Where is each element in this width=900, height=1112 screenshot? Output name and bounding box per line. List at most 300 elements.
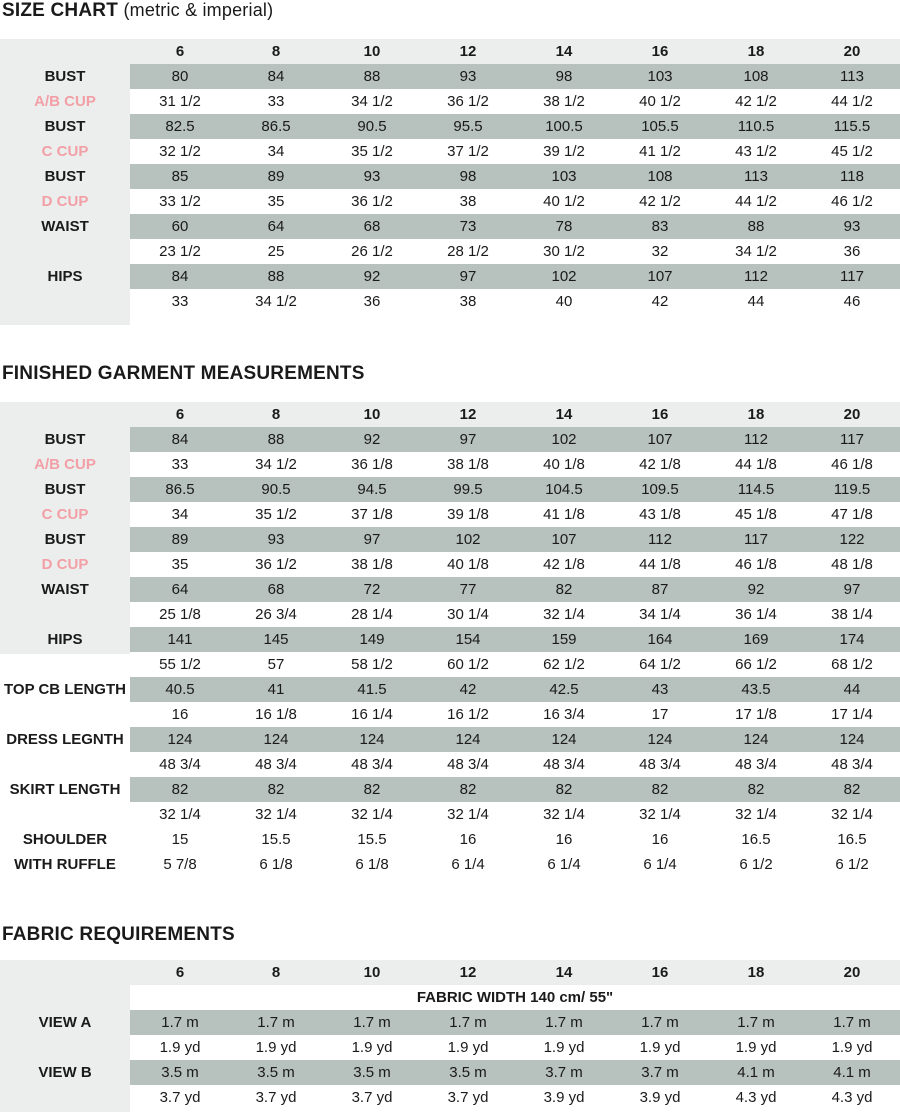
table-cell: 4.1 m xyxy=(833,1064,871,1081)
table-cell: 1.7 m xyxy=(833,1014,871,1031)
table-cell: 6 1/4 xyxy=(547,856,581,873)
row-cells xyxy=(130,602,900,627)
table-cell: 1.9 yd xyxy=(351,1039,393,1056)
table-cell: 108 xyxy=(743,68,769,85)
row-label: BUST xyxy=(44,118,86,135)
table-cell: 99.5 xyxy=(453,481,483,498)
table-cell: 32 1/4 xyxy=(639,806,681,823)
row-label: A/B CUP xyxy=(34,456,96,473)
table-cell: 84 xyxy=(171,431,189,448)
table-cell: 119.5 xyxy=(833,481,871,498)
table-cell: 16 3/4 xyxy=(543,706,585,723)
finished-garment-table xyxy=(0,402,900,878)
table-cell: 89 xyxy=(267,168,285,185)
table-cell: 37 1/2 xyxy=(447,143,489,160)
table-cell: 32 1/4 xyxy=(831,806,873,823)
table-cell: 122 xyxy=(839,531,865,548)
table-cell: 6 1/8 xyxy=(259,856,293,873)
row-label xyxy=(0,602,130,627)
size-header-20: 20 xyxy=(843,43,861,60)
table-row xyxy=(0,477,900,502)
table-cell: 43 1/8 xyxy=(639,506,681,523)
table-cell: 32 1/4 xyxy=(543,806,585,823)
table-cell: 60 1/2 xyxy=(447,656,489,673)
table-cell: 112 xyxy=(744,431,768,448)
table-cell: 87 xyxy=(651,581,669,598)
table-cell: 90.5 xyxy=(261,481,291,498)
size-header-16: 16 xyxy=(651,964,669,981)
table-cell: 110.5 xyxy=(737,118,775,135)
row-cells xyxy=(130,777,900,802)
row-label xyxy=(0,1035,130,1060)
row-label: BUST xyxy=(44,168,86,185)
row-cells xyxy=(130,214,900,239)
table-cell: 32 1/4 xyxy=(255,806,297,823)
table-cell: 38 xyxy=(459,293,477,310)
size-chart-title: SIZE CHART xyxy=(2,0,118,21)
table-cell: 112 xyxy=(744,268,768,285)
table-cell: 48 3/4 xyxy=(159,756,201,773)
table-cell: 41.5 xyxy=(357,681,387,698)
table-cell: 124 xyxy=(455,731,481,748)
table-cell: 34 1/4 xyxy=(639,606,681,623)
table-cell: 32 1/4 xyxy=(159,806,201,823)
table-cell: 36 1/2 xyxy=(351,193,393,210)
table-cell: 32 xyxy=(651,243,669,260)
table-cell: 92 xyxy=(363,431,381,448)
row-label: BUST xyxy=(44,481,86,498)
row-label xyxy=(0,289,130,314)
table-cell: 17 1/4 xyxy=(831,706,873,723)
size-header-12: 12 xyxy=(459,964,477,981)
table-cell: 41 xyxy=(267,681,285,698)
table-cell: 47 1/8 xyxy=(831,506,873,523)
table-cell: 124 xyxy=(839,731,865,748)
table-cell: 100.5 xyxy=(545,118,583,135)
table-row xyxy=(0,214,900,239)
table-cell: 102 xyxy=(551,268,577,285)
table-cell: 82.5 xyxy=(165,118,195,135)
table-cell: 31 1/2 xyxy=(159,93,201,110)
table-cell: 48 1/8 xyxy=(831,556,873,573)
row-cells xyxy=(130,64,900,89)
table-row xyxy=(0,702,900,727)
size-chart-heading xyxy=(2,0,273,22)
table-cell: 33 xyxy=(171,456,189,473)
row-label: BUST xyxy=(44,531,86,548)
row-label: D CUP xyxy=(41,556,89,573)
table-cell: 16 xyxy=(555,831,573,848)
size-header-6: 6 xyxy=(175,964,185,981)
table-cell: 6 1/4 xyxy=(643,856,677,873)
table-cell: 98 xyxy=(459,168,477,185)
table-cell: 3.7 m xyxy=(545,1064,583,1081)
fabric-width-label: FABRIC WIDTH 140 cm/ 55" xyxy=(416,989,614,1006)
table-row xyxy=(0,64,900,89)
table-row xyxy=(0,727,900,752)
row-label xyxy=(0,702,130,727)
table-cell: 1.9 yd xyxy=(543,1039,585,1056)
table-row xyxy=(0,289,900,314)
row-cells xyxy=(130,652,900,677)
table-cell: 25 1/8 xyxy=(159,606,201,623)
size-header-16: 16 xyxy=(651,406,669,423)
table-cell: 46 1/8 xyxy=(735,556,777,573)
table-cell: 115.5 xyxy=(833,118,871,135)
table-cell: 40 1/2 xyxy=(639,93,681,110)
row-cells xyxy=(130,752,900,777)
row-cells xyxy=(130,852,900,877)
table-cell: 4.3 yd xyxy=(831,1089,873,1106)
table-cell: 6 1/8 xyxy=(355,856,389,873)
table-cell: 38 xyxy=(459,193,477,210)
table-cell: 48 3/4 xyxy=(735,756,777,773)
table-cell: 159 xyxy=(551,631,577,648)
table-cell: 43 xyxy=(651,681,669,698)
table-cell: 44 1/2 xyxy=(831,93,873,110)
table-cell: 3.5 m xyxy=(161,1064,199,1081)
table-cell: 97 xyxy=(843,581,861,598)
row-label: VIEW B xyxy=(38,1064,92,1081)
table-cell: 82 xyxy=(651,781,669,798)
table-cell: 44 xyxy=(843,681,861,698)
table-cell: 34 xyxy=(171,506,189,523)
table-cell: 169 xyxy=(743,631,769,648)
table-cell: 33 1/2 xyxy=(159,193,201,210)
size-header-14: 14 xyxy=(555,406,573,423)
table-cell: 35 1/2 xyxy=(351,143,393,160)
table-cell: 16.5 xyxy=(741,831,771,848)
row-label: C CUP xyxy=(41,506,89,523)
table-cell: 34 1/2 xyxy=(735,243,777,260)
table-cell: 82 xyxy=(363,781,381,798)
row-cells xyxy=(130,427,900,452)
table-row xyxy=(0,577,900,602)
row-cells xyxy=(130,477,900,502)
table-cell: 93 xyxy=(843,218,861,235)
table-cell: 33 xyxy=(267,93,285,110)
table-cell: 28 1/4 xyxy=(351,606,393,623)
size-chart-table xyxy=(0,39,900,325)
table-cell: 40 1/8 xyxy=(447,556,489,573)
row-cells xyxy=(130,1060,900,1085)
size-header-10: 10 xyxy=(363,964,381,981)
table-cell: 17 xyxy=(651,706,669,723)
row-label: WAIST xyxy=(41,581,89,598)
table-cell: 57 xyxy=(267,656,285,673)
table-cell: 64 xyxy=(267,218,285,235)
table-cell: 1.9 yd xyxy=(159,1039,201,1056)
table-cell: 3.7 yd xyxy=(159,1089,201,1106)
table-cell: 36 xyxy=(363,293,381,310)
table-cell: 90.5 xyxy=(357,118,387,135)
table-cell: 117 xyxy=(840,431,864,448)
table-cell: 1.7 m xyxy=(641,1014,679,1031)
fabric-requirements-table xyxy=(0,960,900,1112)
table-cell: 25 xyxy=(267,243,285,260)
table-cell: 5 7/8 xyxy=(163,856,197,873)
table-cell: 23 1/2 xyxy=(159,243,201,260)
row-label: WAIST xyxy=(41,218,89,235)
table-cell: 109.5 xyxy=(641,481,679,498)
table-row xyxy=(0,527,900,552)
table-cell: 1.9 yd xyxy=(639,1039,681,1056)
table-cell: 28 1/2 xyxy=(447,243,489,260)
row-label: D CUP xyxy=(41,193,89,210)
table-cell: 15 xyxy=(171,831,189,848)
table-cell: 174 xyxy=(839,631,865,648)
table-cell: 40 1/2 xyxy=(543,193,585,210)
table-cell: 48 3/4 xyxy=(447,756,489,773)
table-cell: 46 1/2 xyxy=(831,193,873,210)
table-cell: 4.1 m xyxy=(737,1064,775,1081)
row-cells xyxy=(130,677,900,702)
row-label: C CUP xyxy=(41,143,89,160)
table-cell: 103 xyxy=(551,168,577,185)
table-cell: 39 1/8 xyxy=(447,506,489,523)
table-cell: 83 xyxy=(651,218,669,235)
table-cell: 145 xyxy=(263,631,289,648)
table-row xyxy=(0,452,900,477)
table-cell: 164 xyxy=(647,631,673,648)
size-header-18: 18 xyxy=(747,406,765,423)
table-cell: 86.5 xyxy=(261,118,291,135)
table-cell: 44 1/2 xyxy=(735,193,777,210)
table-cell: 68 xyxy=(363,218,381,235)
table-cell: 16.5 xyxy=(837,831,867,848)
table-cell: 16 xyxy=(651,831,669,848)
table-cell: 36 1/4 xyxy=(735,606,777,623)
table-cell: 3.7 yd xyxy=(447,1089,489,1106)
size-header-8: 8 xyxy=(271,406,281,423)
table-cell: 62 1/2 xyxy=(543,656,585,673)
table-cell: 86.5 xyxy=(165,481,195,498)
table-row xyxy=(0,627,900,652)
table-cell: 84 xyxy=(171,268,189,285)
table-cell: 82 xyxy=(747,781,765,798)
table-cell: 46 1/8 xyxy=(831,456,873,473)
table-row xyxy=(0,1035,900,1060)
table-cell: 3.5 m xyxy=(449,1064,487,1081)
table-cell: 38 1/4 xyxy=(831,606,873,623)
table-cell: 42 1/8 xyxy=(543,556,585,573)
table-cell: 1.7 m xyxy=(737,1014,775,1031)
table-cell: 124 xyxy=(167,731,193,748)
table-row xyxy=(0,652,900,677)
table-cell: 41 1/8 xyxy=(543,506,585,523)
row-cells xyxy=(130,577,900,602)
table-cell: 34 1/2 xyxy=(255,456,297,473)
table-cell: 6 1/4 xyxy=(451,856,485,873)
row-cells xyxy=(130,164,900,189)
table-cell: 48 3/4 xyxy=(255,756,297,773)
table-cell: 1.9 yd xyxy=(447,1039,489,1056)
table-cell: 124 xyxy=(359,731,385,748)
table-row xyxy=(0,502,900,527)
table-cell: 34 xyxy=(267,143,285,160)
table-cell: 1.7 m xyxy=(161,1014,199,1031)
table-cell: 38 1/2 xyxy=(543,93,585,110)
table-cell: 38 1/8 xyxy=(447,456,489,473)
table-cell: 108 xyxy=(647,168,673,185)
table-cell: 78 xyxy=(555,218,573,235)
table-cell: 40 1/8 xyxy=(543,456,585,473)
table-cell: 17 1/8 xyxy=(735,706,777,723)
table-cell: 104.5 xyxy=(545,481,583,498)
finished-garment-title: FINISHED GARMENT MEASUREMENTS xyxy=(2,363,365,384)
table-cell: 124 xyxy=(647,731,673,748)
row-cells xyxy=(130,114,900,139)
table-cell: 41 1/2 xyxy=(639,143,681,160)
table-row xyxy=(0,1010,900,1035)
table-cell: 32 1/4 xyxy=(447,806,489,823)
table-cell: 97 xyxy=(459,431,477,448)
row-cells xyxy=(130,627,900,652)
table-row xyxy=(0,189,900,214)
table-cell: 93 xyxy=(459,68,477,85)
size-header-10: 10 xyxy=(363,43,381,60)
table-cell: 3.7 yd xyxy=(255,1089,297,1106)
table-cell: 102 xyxy=(551,431,577,448)
table-cell: 154 xyxy=(455,631,481,648)
table-cell: 1.7 m xyxy=(353,1014,391,1031)
table-cell: 1.7 m xyxy=(257,1014,295,1031)
table-cell: 26 1/2 xyxy=(351,243,393,260)
row-cells xyxy=(130,452,900,477)
row-cells xyxy=(130,239,900,264)
size-header-12: 12 xyxy=(459,43,477,60)
table-cell: 97 xyxy=(363,531,381,548)
table-cell: 36 1/8 xyxy=(351,456,393,473)
table-cell: 4.3 yd xyxy=(735,1089,777,1106)
size-chart-subtitle: (metric & imperial) xyxy=(123,0,274,20)
table-cell: 77 xyxy=(459,581,477,598)
table-cell: 117 xyxy=(840,268,864,285)
table-row xyxy=(0,677,900,702)
table-cell: 88 xyxy=(267,431,285,448)
table-row xyxy=(0,802,900,827)
table-cell: 33 xyxy=(171,293,189,310)
table-cell: 43.5 xyxy=(741,681,771,698)
table-cell: 107 xyxy=(647,431,673,448)
table-cell: 40.5 xyxy=(165,681,195,698)
table-cell: 68 xyxy=(267,581,285,598)
table-cell: 68 1/2 xyxy=(831,656,873,673)
table-cell: 16 1/4 xyxy=(351,706,393,723)
table-cell: 6 1/2 xyxy=(739,856,773,873)
row-label xyxy=(0,752,130,777)
table-cell: 73 xyxy=(459,218,477,235)
table-cell: 42 1/2 xyxy=(639,193,681,210)
table-cell: 3.5 m xyxy=(257,1064,295,1081)
row-cells xyxy=(130,1035,900,1060)
table-row xyxy=(0,1085,900,1110)
table-cell: 92 xyxy=(747,581,765,598)
table-cell: 48 3/4 xyxy=(543,756,585,773)
table-cell: 55 1/2 xyxy=(159,656,201,673)
table-cell: 64 1/2 xyxy=(639,656,681,673)
table-cell: 40 xyxy=(555,293,573,310)
table-cell: 32 1/4 xyxy=(735,806,777,823)
row-cells xyxy=(130,289,900,314)
table-row xyxy=(0,114,900,139)
table-cell: 42 xyxy=(459,681,477,698)
table-cell: 45 1/8 xyxy=(735,506,777,523)
table-row xyxy=(0,852,900,877)
table-cell: 42 1/2 xyxy=(735,93,777,110)
table-cell: 82 xyxy=(555,781,573,798)
row-cells xyxy=(130,1010,900,1035)
table-cell: 3.5 m xyxy=(353,1064,391,1081)
table-row xyxy=(0,752,900,777)
table-cell: 3.7 yd xyxy=(351,1089,393,1106)
table-cell: 3.9 yd xyxy=(543,1089,585,1106)
table-cell: 117 xyxy=(744,531,768,548)
table-cell: 112 xyxy=(648,531,672,548)
table-cell: 36 xyxy=(843,243,861,260)
table-cell: 93 xyxy=(267,531,285,548)
table-cell: 124 xyxy=(551,731,577,748)
size-header-10: 10 xyxy=(363,406,381,423)
table-cell: 36 1/2 xyxy=(447,93,489,110)
table-cell: 3.9 yd xyxy=(639,1089,681,1106)
table-cell: 113 xyxy=(744,168,768,185)
size-header-6: 6 xyxy=(175,406,185,423)
table-cell: 118 xyxy=(840,168,864,185)
table-cell: 103 xyxy=(647,68,673,85)
table-cell: 1.7 m xyxy=(449,1014,487,1031)
row-label: HIPS xyxy=(47,631,83,648)
row-cells xyxy=(130,1085,900,1110)
table-cell: 34 1/2 xyxy=(351,93,393,110)
row-label: SKIRT LENGTH xyxy=(9,781,121,798)
table-row xyxy=(0,264,900,289)
table-cell: 32 1/4 xyxy=(351,806,393,823)
table-row xyxy=(0,164,900,189)
table-cell: 1.9 yd xyxy=(255,1039,297,1056)
table-cell: 48 3/4 xyxy=(639,756,681,773)
table-row xyxy=(0,602,900,627)
size-header-16: 16 xyxy=(651,43,669,60)
row-cells xyxy=(130,702,900,727)
size-header-18: 18 xyxy=(747,43,765,60)
row-cells xyxy=(130,264,900,289)
size-header-8: 8 xyxy=(271,964,281,981)
table-cell: 30 1/2 xyxy=(543,243,585,260)
table-row xyxy=(0,427,900,452)
table-cell: 30 1/4 xyxy=(447,606,489,623)
table-row xyxy=(0,239,900,264)
table-cell: 35 xyxy=(171,556,189,573)
table-cell: 16 xyxy=(459,831,477,848)
row-label xyxy=(0,652,130,677)
row-label: WITH RUFFLE xyxy=(14,856,116,873)
table-cell: 107 xyxy=(647,268,673,285)
table-cell: 66 1/2 xyxy=(735,656,777,673)
row-label xyxy=(0,802,130,827)
table-cell: 102 xyxy=(455,531,481,548)
table-row xyxy=(0,89,900,114)
table-cell: 64 xyxy=(171,581,189,598)
table-cell: 89 xyxy=(171,531,189,548)
size-header-20: 20 xyxy=(843,406,861,423)
row-cells xyxy=(130,552,900,577)
table-cell: 15.5 xyxy=(357,831,387,848)
row-label: DRESS LEGNTH xyxy=(6,731,124,748)
table-cell: 44 xyxy=(747,293,765,310)
table-cell: 98 xyxy=(555,68,573,85)
table-cell: 84 xyxy=(267,68,285,85)
